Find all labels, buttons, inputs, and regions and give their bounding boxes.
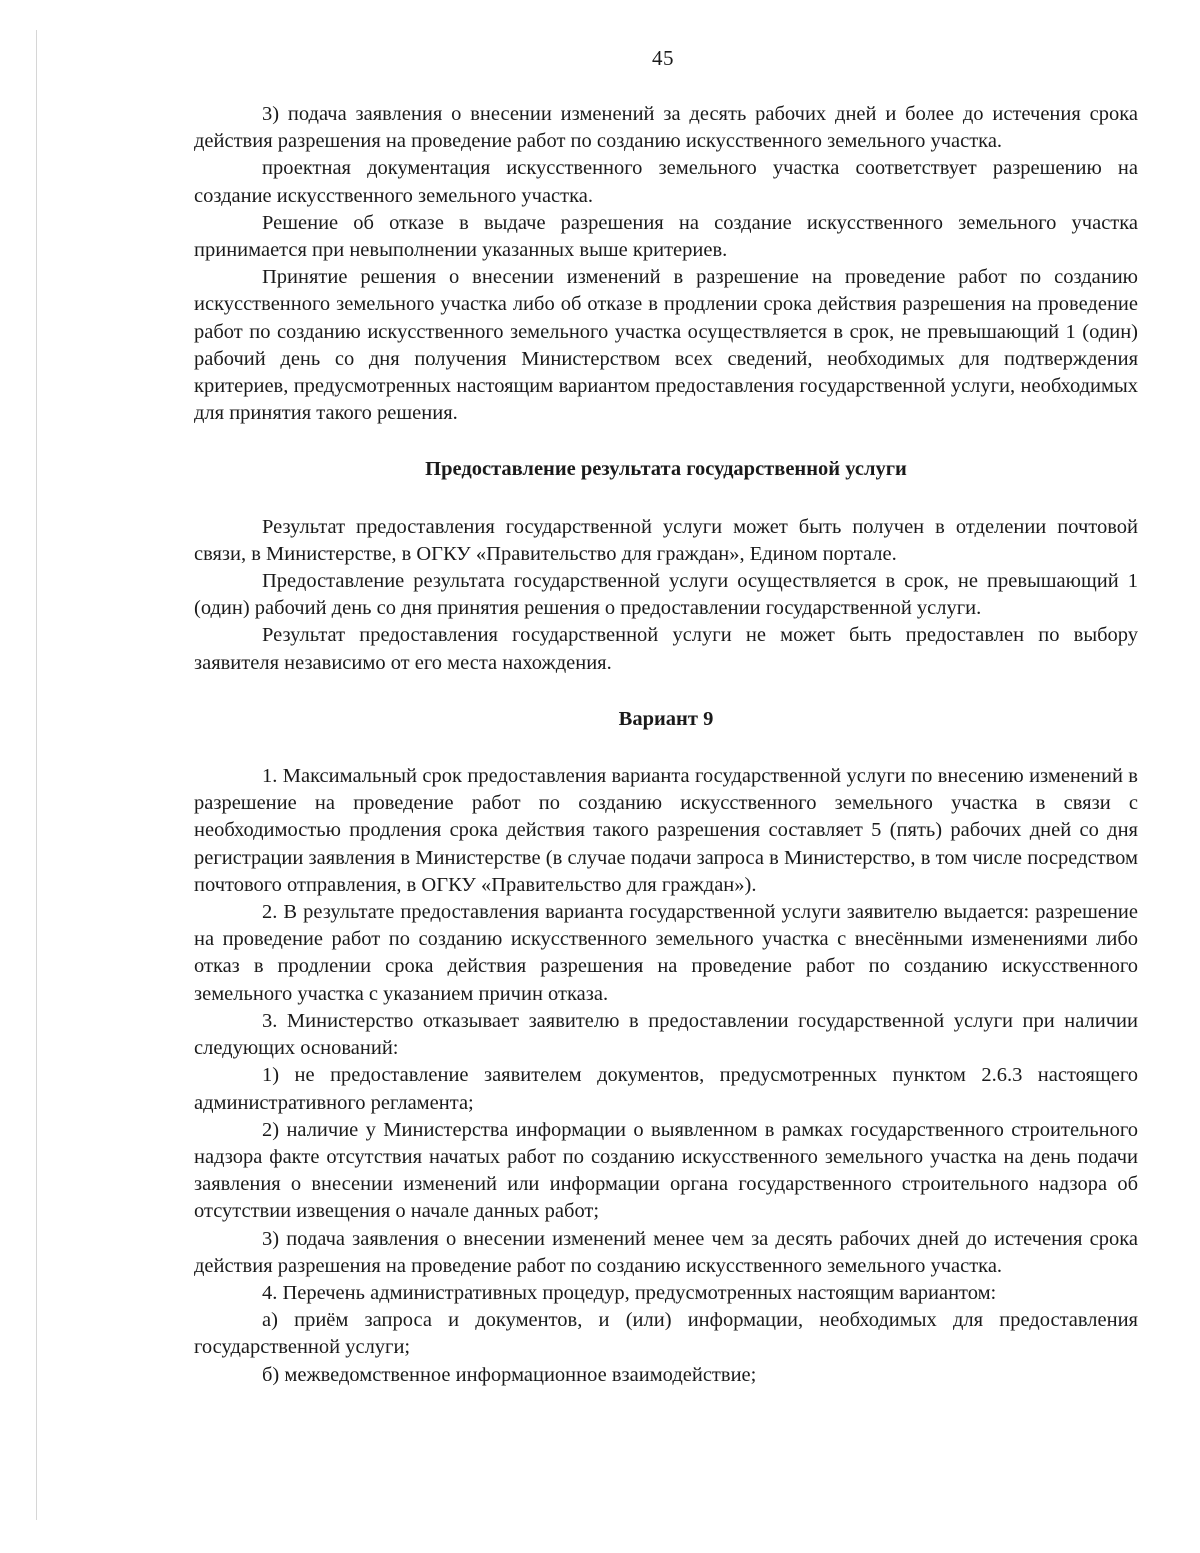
paragraph: 1. Максимальный срок предоставления варианта государственной услуги по внесению изменений в разрешение на проведение работ по созданию искусственного земельного участка в связи с необходимостью продления срока действия такого разрешения составляет 5 (пять) рабочих дней со дня регистрации заявления в Министерстве (в случае подачи запроса в Министерство, в том числе посредством почтового отправления, в ОГКУ «Правительство для граждан»). xyxy=(194,765,1138,896)
paragraph: 4. Перечень административных процедур, предусмотренных настоящим вариантом: xyxy=(262,1281,997,1304)
paragraph: Результат предоставления государственной услуги не может быть предоставлен по выбору заявителя независимо от его места нахождения. xyxy=(194,624,1138,674)
page-number: 45 xyxy=(652,46,674,70)
paragraph: 2. В результате предоставления варианта государственной услуги заявителю выдается: разрешение на проведение работ по созданию искусственного земельного участка с внесёнными изменениями либо отказ в продлении срока действия разрешения на проведение работ по созданию искусственного земельного участка с указанием причин отказа. xyxy=(194,901,1138,1005)
paragraph: Результат предоставления государственной услуги может быть получен в отделении почтовой связи, в Министерстве, в ОГКУ «Правительство для граждан», Едином портале. xyxy=(194,515,1138,565)
list-item: б) межведомственное информационное взаимодействие; xyxy=(262,1363,757,1386)
section-heading-result: Предоставление результата государственной услуги xyxy=(425,458,907,481)
paragraph: Решение об отказе в выдаче разрешения на создание искусственного земельного участка принимается при невыполнении указанных выше критериев. xyxy=(194,211,1138,262)
list-item: 2) наличие у Министерства информации о выявленном в рамках государственного строительного надзора факте отсутствия начатых работ по созданию искусственного земельного участка на день подачи заявления о внесении изменений или информации органа государственного строительного надзора об отсутствии извещения о начале данных работ; xyxy=(194,1118,1138,1223)
document-body xyxy=(194,101,1138,1389)
list-item: 3) подача заявления о внесении изменений менее чем за десять рабочих дней до истечения срока действия разрешения на проведение работ по созданию искусственного земельного участка. xyxy=(194,1227,1138,1277)
paragraph: Предоставление результата государственной услуги осуществляется в срок, не превышающий 1 (один) рабочий день со дня принятия решения о предоставлении государственной услуги. xyxy=(194,570,1138,620)
paragraph: 3) подача заявления о внесении изменений за десять рабочих дней и более до истечения срока действия разрешения на проведение работ по созданию искусственного земельного участка. xyxy=(194,103,1138,153)
list-item: а) приём запроса и документов, и (или) информации, необходимых для предоставления государственной услуги; xyxy=(194,1309,1138,1359)
paragraph: Принятие решения о внесении изменений в разрешение на проведение работ по созданию искусственного земельного участка либо об отказе в продлении срока действия разрешения на проведение работ по созданию искусственного земельного участка осуществляется в срок, не превышающий 1 (один) рабочий день со дня получения Министерством всех сведений, необходимых для подтверждения критериев, предусмотренных настоящим вариантом предоставления государственной услуги, необходимых для принятия такого решения. xyxy=(194,266,1138,425)
list-item: 1) не предоставление заявителем документов, предусмотренных пунктом 2.6.3 настоящего административного регламента; xyxy=(194,1064,1138,1114)
section-heading-variant: Вариант 9 xyxy=(618,707,714,730)
scan-margin-line xyxy=(36,30,37,1520)
paragraph: 3. Министерство отказывает заявителю в предоставлении государственной услуги при наличии следующих оснований: xyxy=(194,1009,1138,1060)
paragraph: проектная документация искусственного земельного участка соответствует разрешению на создание искусственного земельного участка. xyxy=(194,157,1138,207)
